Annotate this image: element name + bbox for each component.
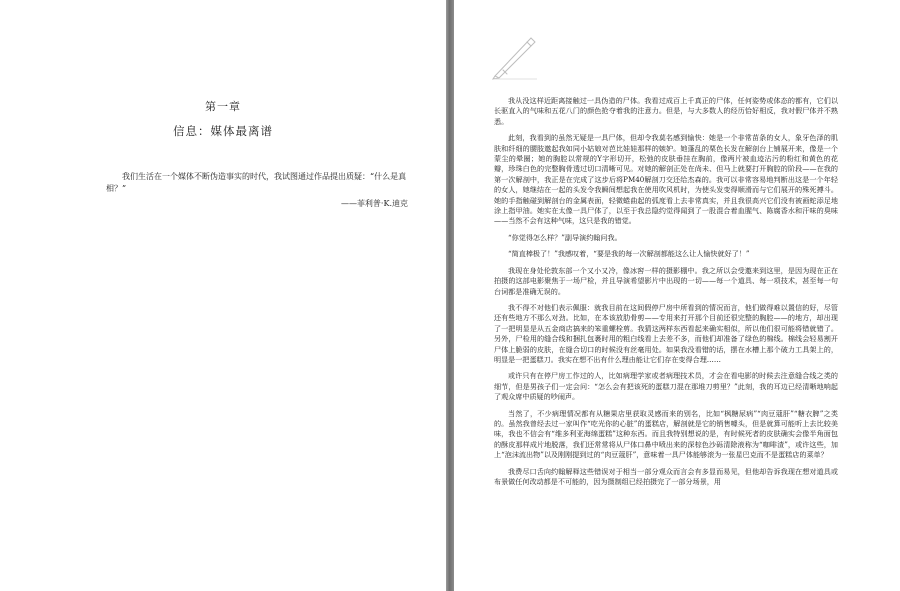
body-paragraph: 当然了，不少病理情况都有从糖果店里获取灵感而来的别名，比如“枫糖尿病”“肉豆蔻肝”“糖衣脾”之类的。虽然我曾经去过一家叫作“吃光你的心脏”的蛋糕店，解剖就是它的销售噱头，但是就算可能听上去比较美味，我也不信会有“维多利亚海绵蛋糕”这种东西。而且我特别想说的是，有时候死者的皮肤确实会像半角面包的酥皮那样成片地脱落，我们还常常将从尸体口鼻中喷出来的深棕色沙砾清除液称为“咖啡渣”，或许这些，加上“泡沫流出物”以及刚刚提到过的“肉豆蔻肝”，意味着一具尸体能够滚为一张星巴克而不是蛋糕店的菜单？ xyxy=(494,408,838,460)
epigraph-author: ——菲利普·K.迪克 xyxy=(340,199,408,208)
body-paragraph: 我现在身处伦敦东部一个又小又冷，像冰窖一样的摄影棚中。我之所以会受邀来到这里，是因为现在正在拍摄的这部电影聚焦于一场尸检，并且导演希望影片中出现的一切——每一个道具、每一项技术，甚至每一句台词都是准确无误的。 xyxy=(494,265,838,296)
left-page xyxy=(0,0,446,591)
body-paragraph: 我从没这样近距离接触过一具伪造的尸体。我看过成百上千真正的尸体，任何姿势或体态的都有，它们以长驱直入的气味和五花八门的颜色抢夺着我的注意力。但是，与大多数人的经历恰好相反，我对假尸体并不熟悉。 xyxy=(494,96,838,126)
epigraph-quote: 我们生活在一个媒体不断伪造事实的时代，我试图通过作品提出质疑：“什么是真相？” xyxy=(106,172,407,193)
body-paragraph: “简直棒极了！”我感叹着，“要是我的每一次解剖都能这么让人愉快就好了！” xyxy=(508,249,750,259)
chapter-body-text xyxy=(494,96,838,493)
right-page xyxy=(454,0,900,591)
chapter-number: 第一章 xyxy=(205,100,241,113)
pen-icon xyxy=(491,32,539,80)
body-paragraph: 我不得不对他们表示佩服：就我目前在这间假停尸房中所看到的情况而言，他们做得难以置信的好，尽管还有些地方不那么对劲。比如，在本该放肋骨剪——专用来打开那个目前还很完整的胸腔——的地方，却出现了一把明显是从五金商店搞来的笨重螺栓剪。我猜这两样东西看起来确实相似，所以他们很可能将错就错了。另外，尸检用的缝合线和捆扎包裹时用的粗白线看上去差不多，而他们却准备了绿色的棉线。棉线会轻易割开尸体上脆弱的皮肤，在缝合切口的时候没有丝毫用处。如果我没看错的话，摆在水槽上那个破力工具架上的，明显是一把蛋糕刀。我实在想不出有什么理由能让它们存在变得合理…… xyxy=(494,302,838,364)
page-gutter-divider xyxy=(446,0,454,591)
body-paragraph: 我费尽口舌向约翰解释这些错误对于相当一部分观众而言会有多显而易见，但他却告诉我现在想对道具或布景做任何改动都是不可能的，因为摄制组已经拍摄完了一部分场景，用 xyxy=(494,466,838,486)
body-paragraph: 或许只有在停尸房工作过的人，比如病理学家或者病理技术员，才会在看电影的时候去注意缝合线之类的细节，但是男孩子们一定会问：“怎么会有把该死的蛋糕刀混在那堆刀剪里？”此刻，我的耳边已经清晰地响起了观众席中质疑的吵闹声。 xyxy=(494,371,838,402)
body-paragraph: “你觉得怎么样？”副导演约翰问我。 xyxy=(508,232,622,242)
body-paragraph: 此刻，我看到的虽然无疑是一具尸体，但却令我莫名感到愉快：她是一个非常苗条的女人，象牙色泽的肌肤和纤细的腰肢邀起我如同小姑娘对芭比娃娃那样的嫉妒。她蓬乱的栗色长发在解剖台上铺展开来，像是一个蒙尘的晕圈；她的胸腔以常规的Y字形切开，松弛的皮肤垂挂在胸前，像两片被血迹沾污的粉红和黄色的花瓣，珍珠白色的完整胸骨透过切口清晰可见。对她的解剖正处在尚未、但马上就要打开胸腔的阶段——在我的第一次解剖中，我正是在完成了这步后将PM40解剖刀交还给杰森的。我可以非常容易地判断出这是一个年轻的女人，她继结在一起的头发令我瞬间想起我在使用吹风机时，为使头发变得顺滑而与它们展开的殊死搏斗。她的手指触碰到解剖台的金属表面，轻微蜷曲起的弧度看上去非常真实，并且我很高兴它们没有被画蛇添足地涂上指甲油。她实在太像一具尸体了，以至于我总隐约觉得闻到了一股混合着血腥气、陈腐香水和汗味的臭味——当然不会有这种气味，这只是我的错觉。 xyxy=(494,133,838,226)
chapter-title: 信息：媒体最离谱 xyxy=(173,124,273,138)
